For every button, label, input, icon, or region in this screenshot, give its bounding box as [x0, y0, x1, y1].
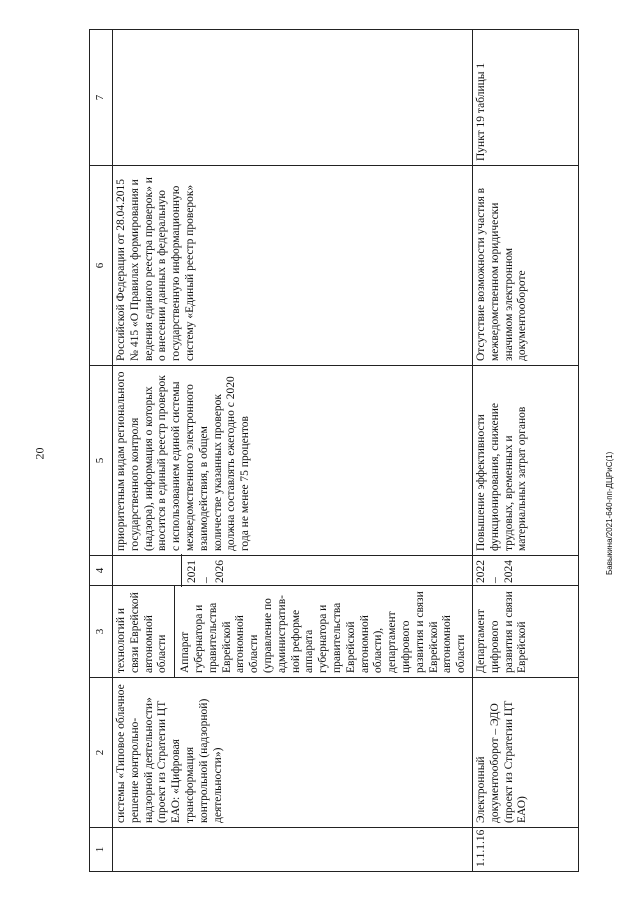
table-row — [113, 30, 473, 872]
executor-text: технологий и связи Еврейской автономной области — [115, 592, 169, 673]
result-cell: приоритетным видам регионального государственного контроля (надзора), информация о которых вносится в единый реестр проверок с использованием единой системы межведомственного электронного взаимодействия, в общем количестве указанных проверок должна составлять ежегодно с 2020 года не менее 75 процентов — [113, 366, 473, 556]
result-cell: Повышение эффективности функционирования, снижение трудовых, временных и материальных затрат органов — [473, 366, 579, 556]
executor-cell — [113, 586, 473, 678]
page-number: 20 — [32, 447, 47, 460]
executor-cell: Департамент цифрового развития и связи Еврейской — [473, 586, 579, 678]
co-executor-text: Аппарат губернатора и правительства Еврейской автономной области (управление по административ-ной реформе аппарата губернатора и правительства Еврейской автономной области), департамент цифрового развития и связи Еврейской автономной области — [174, 586, 469, 677]
measure-name-cell: Электронный документооборот – ЭДО (проект из Стратегии ЦТ ЕАО) — [473, 678, 579, 828]
period-text: 2021 – 2026 — [181, 554, 227, 587]
table-row — [473, 30, 579, 872]
period-cell: 2022 – 2024 — [473, 556, 579, 586]
consequence-cell: Отсутствие возможности участия в межведомственном юридически значимом электронном документообороте — [473, 166, 579, 366]
header-cell: 6 — [90, 166, 113, 366]
program-table — [89, 29, 579, 872]
link-cell — [113, 30, 473, 166]
period-cell — [113, 556, 473, 586]
consequence-cell: Российской Федерации от 28.04.2015 № 415 «О Правилах формирования и ведения единого реестра проверок» и о внесении данных в федеральную государственную информационную систему «Единый реестр проверок» — [113, 166, 473, 366]
measure-name-cell: системы «Типовое облачное решение контрольно-надзорной деятельности» (проект из Стратегии ЦТ ЕАО: «Цифровая трансформация контрольной (надзорной) деятельности») — [113, 678, 473, 828]
header-cell: 7 — [90, 30, 113, 166]
header-cell: 1 — [90, 828, 113, 872]
row-number-cell — [113, 828, 473, 872]
header-row — [90, 30, 113, 872]
header-cell: 5 — [90, 366, 113, 556]
footer-reference: Бавыкина/2021-640-пп-ДЦРиС(1) — [605, 451, 614, 575]
header-cell: 3 — [90, 586, 113, 678]
header-cell: 2 — [90, 678, 113, 828]
header-cell: 4 — [90, 556, 113, 586]
row-number-cell: 1.1.1.16 — [473, 828, 579, 872]
link-cell: Пункт 19 таблицы 1 — [473, 30, 579, 166]
table-container — [89, 30, 579, 872]
